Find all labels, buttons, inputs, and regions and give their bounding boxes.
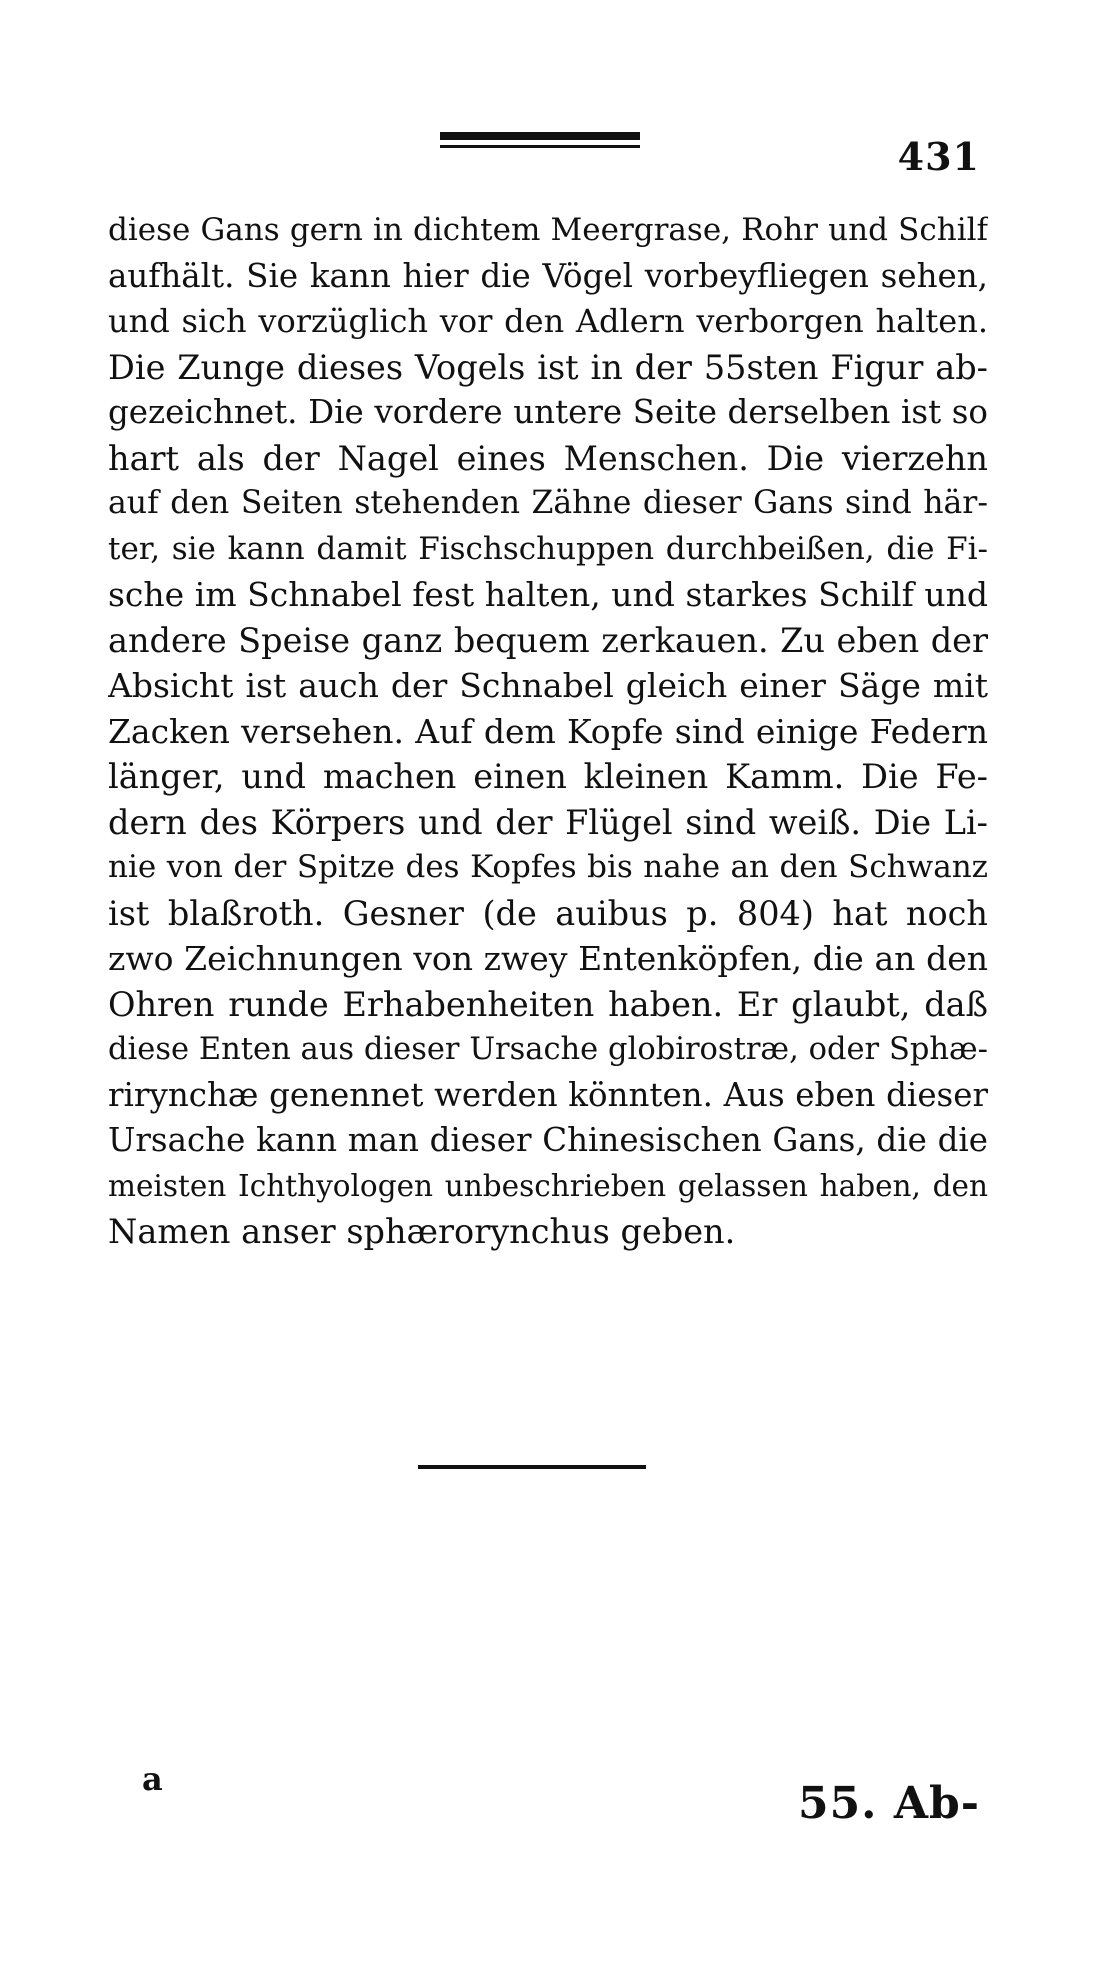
text-line: andere Speise ganz bequem zerkauen. Zu eben der (108, 620, 988, 660)
body-text (108, 208, 988, 1255)
header-rule-thick (440, 132, 640, 140)
text-line: auf den Seiten stehenden Zähne dieser Gans sind här- (108, 485, 988, 521)
text-line: zwo Zeichnungen von zwey Entenköpfen, die an den (108, 939, 988, 978)
text-line: Namen anser sphærorynchus geben. (108, 1212, 736, 1251)
page-number: 431 (897, 134, 980, 179)
text-line: diese Gans gern in dichtem Meergrase, Rohr und Schilf (108, 212, 988, 248)
catchword: 55. Ab- (797, 1778, 980, 1829)
text-line: Ohren runde Erhabenheiten haben. Er glaubt, daß (108, 984, 988, 1024)
text-line: aufhält. Sie kann hier die Vögel vorbeyfliegen sehen, (108, 256, 988, 295)
text-line: diese Enten aus dieser Ursache globirostræ, oder Sphæ- (108, 1032, 988, 1067)
text-line: Zacken versehen. Auf dem Kopfe sind einige Federn (108, 711, 988, 751)
header-rule-thin (440, 145, 640, 148)
end-rule (418, 1465, 646, 1469)
text-line: Die Zunge dieses Vogels ist in der 55sten Figur ab- (108, 347, 988, 387)
text-line: Ursache kann man dieser Chinesischen Gans, die die (108, 1121, 988, 1159)
text-line: ist blaßroth. Gesner (de auibus p. 804) hat noch (108, 893, 988, 933)
header-double-rule (440, 132, 640, 152)
text-line: sche im Schnabel fest halten, und starkes Schilf und (108, 575, 988, 614)
text-line: gezeichnet. Die vordere untere Seite derselben ist so (108, 393, 988, 431)
text-line: und sich vorzüglich vor den Adlern verborgen halten. (108, 302, 988, 340)
text-line: hart als der Nagel eines Menschen. Die vierzehn (108, 438, 988, 478)
text-line: dern des Körpers und der Flügel sind weiß. Die Li- (108, 802, 988, 842)
text-line: länger, und machen einen kleinen Kamm. Die Fe- (108, 757, 988, 796)
text-line: rirynchæ genennet werden könnten. Aus eben dieser (108, 1075, 988, 1114)
text-line: meisten Ichthyologen unbeschrieben gelassen haben, den (108, 1168, 988, 1203)
text-line: ter, sie kann damit Fischschuppen durchbeißen, die Fi- (108, 530, 988, 567)
text-line: nie von der Spitze des Kopfes bis nahe an den Schwanz (108, 849, 988, 885)
sheet-signature: a (142, 1760, 163, 1798)
text-line: Absicht ist auch der Schnabel gleich einer Säge mit (108, 666, 988, 705)
